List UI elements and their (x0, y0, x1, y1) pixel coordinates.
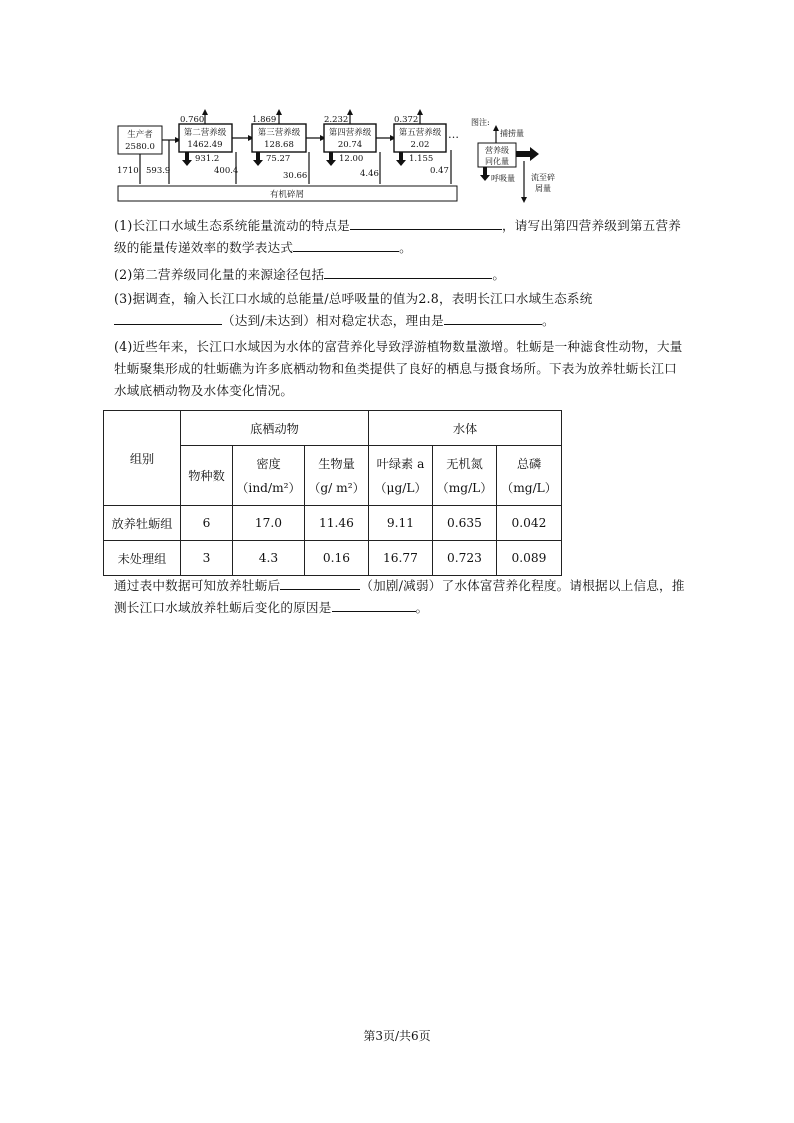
header-water: 水体 (369, 411, 562, 446)
level-2-respiration: 931.2 (195, 154, 220, 164)
level-4-label: 第四营养级 (328, 128, 372, 138)
question-4 (114, 336, 688, 402)
energy-flow-diagram (0, 0, 794, 210)
table-row (104, 506, 562, 541)
q3-end: 。 (541, 313, 555, 328)
q1-blank-2[interactable] (293, 238, 399, 252)
level-5-debris: 0.47 (430, 166, 449, 176)
after-text-part1: 通过表中数据可知放养牡蛎后 (114, 578, 281, 593)
level-3-harvest: 1.869 (252, 115, 277, 125)
after-blank-1[interactable] (280, 576, 360, 590)
q4-text: (4)近些年来，长江口水域因为水体的富营养化导致浮游植物数量激增。牡蛎是一种滤食性动物，大量牡蛎聚集形成的牡蛎礁为许多底栖动物和鱼类提供了良好的栖息与摄食场所。下表为放养牡蛎长江口水域底栖动物及水体变化情况。 (114, 339, 683, 398)
col-chlorophyll (369, 446, 433, 506)
col-species-count (181, 446, 233, 506)
respiration-arrow (253, 152, 263, 166)
question-1 (114, 215, 688, 259)
after-blank-2[interactable] (332, 598, 416, 612)
table-row (104, 541, 562, 576)
col-inorganic-n (433, 446, 497, 506)
after-end: 。 (415, 600, 429, 615)
col-name: 密度 (256, 456, 281, 471)
producer-respiration: 1710 (117, 166, 139, 176)
q2-end: 。 (492, 267, 506, 282)
after-text-part2: （加剧/减弱）了水体富营养化程度。请根据以上信息，推测长江口水域放养牡蛎后变化的原因是 (114, 578, 685, 615)
producer-debris: 593.9 (146, 166, 171, 176)
q3-text-part2: （达到/未达到）相对稳定状态，理由是 (222, 313, 444, 328)
table-cell: 3 (181, 541, 233, 576)
row-group: 放养牡蛎组 (104, 506, 181, 541)
col-total-p (497, 446, 562, 506)
table-cell: 9.11 (369, 506, 433, 541)
table-cell: 0.089 (497, 541, 562, 576)
legend-respiration-arrow (480, 167, 490, 181)
level-3-label: 第三营养级 (257, 128, 301, 138)
q1-end: 。 (399, 240, 412, 255)
level-5-respiration: 1.155 (409, 154, 434, 164)
q1-text-part2: ，请写出第四营养级到第五营养级的能量传递效率的数学表达式 (114, 218, 682, 255)
respiration-arrow (396, 152, 406, 166)
col-name: 物种数 (188, 468, 225, 483)
q1-blank-1[interactable] (350, 216, 502, 230)
question-2 (114, 264, 688, 286)
header-benthic: 底栖动物 (181, 411, 369, 446)
col-unit: （g/ m²） (308, 480, 365, 495)
producer-label: 生产者 (127, 130, 153, 140)
producer-value: 2580.0 (125, 142, 155, 152)
col-unit: （μg/L） (374, 480, 427, 495)
q3-text-part1: (3)据调查，输入长江口水域的总能量/总呼吸量的值为2.8，表明长江口水域生态系统 (114, 291, 593, 306)
level-4-harvest: 2.232 (324, 115, 349, 125)
legend-title: 图注: (471, 118, 490, 127)
q3-blank-2[interactable] (444, 311, 542, 325)
q2-blank[interactable] (324, 265, 492, 279)
data-table (103, 410, 562, 576)
level-4-debris: 4.46 (360, 169, 379, 179)
level-5-harvest: 0.372 (394, 115, 419, 125)
table-cell: 0.16 (305, 541, 369, 576)
col-name: 无机氮 (446, 456, 483, 471)
header-group: 组别 (104, 411, 181, 506)
level-3-respiration: 75.27 (266, 154, 291, 164)
level-2-label: 第二营养级 (183, 128, 227, 138)
q2-text: (2)第二营养级同化量的来源途径包括 (114, 267, 325, 282)
legend-box-line1: 营养级 (485, 146, 509, 155)
col-unit: （mg/L） (436, 480, 493, 495)
row-group: 未处理组 (104, 541, 181, 576)
col-name: 叶绿素 a (376, 456, 425, 471)
legend-box-line2: 同化量 (485, 157, 509, 166)
col-name: 生物量 (318, 456, 355, 471)
legend-flow-arrow (516, 147, 539, 161)
level-4-value: 20.74 (337, 140, 363, 150)
level-2-debris: 400.4 (214, 166, 239, 176)
col-biomass (305, 446, 369, 506)
level-2-value: 1462.49 (187, 140, 223, 150)
col-unit: （mg/L） (501, 480, 557, 495)
table-cell: 11.46 (305, 506, 369, 541)
table-cell: 6 (181, 506, 233, 541)
level-5-label: 第五营养级 (398, 128, 442, 138)
question-4-followup (114, 575, 688, 619)
table-cell: 0.723 (433, 541, 497, 576)
table-cell: 4.3 (233, 541, 305, 576)
legend-respiration: 呼吸量 (491, 174, 515, 183)
legend-harvest: 捕捞量 (500, 129, 524, 138)
legend-debris-line2: 屑量 (535, 184, 551, 193)
page-footer: 第3页/共6页 (363, 1029, 431, 1043)
table-cell: 17.0 (233, 506, 305, 541)
col-unit: （ind/m²） (236, 480, 301, 495)
level-2-harvest: 0.760 (180, 115, 205, 125)
table-cell: 16.77 (369, 541, 433, 576)
detritus-label: 有机碎屑 (269, 190, 305, 200)
table-cell: 0.042 (497, 506, 562, 541)
respiration-arrow (182, 152, 192, 166)
ellipsis: … (448, 128, 459, 141)
q3-blank-1[interactable] (114, 311, 222, 325)
question-3 (114, 288, 688, 332)
col-density (233, 446, 305, 506)
level-4-respiration: 12.00 (339, 154, 364, 164)
legend-debris-line1: 流至碎 (531, 173, 555, 182)
legend (471, 117, 555, 200)
level-5-value: 2.02 (410, 140, 430, 150)
level-3-debris: 30.66 (283, 171, 308, 181)
col-name: 总磷 (516, 456, 542, 471)
table-cell: 0.635 (433, 506, 497, 541)
level-3-value: 128.68 (264, 140, 294, 150)
respiration-arrow (326, 152, 336, 166)
q1-text-part1: (1)长江口水域生态系统能量流动的特点是 (114, 218, 350, 233)
